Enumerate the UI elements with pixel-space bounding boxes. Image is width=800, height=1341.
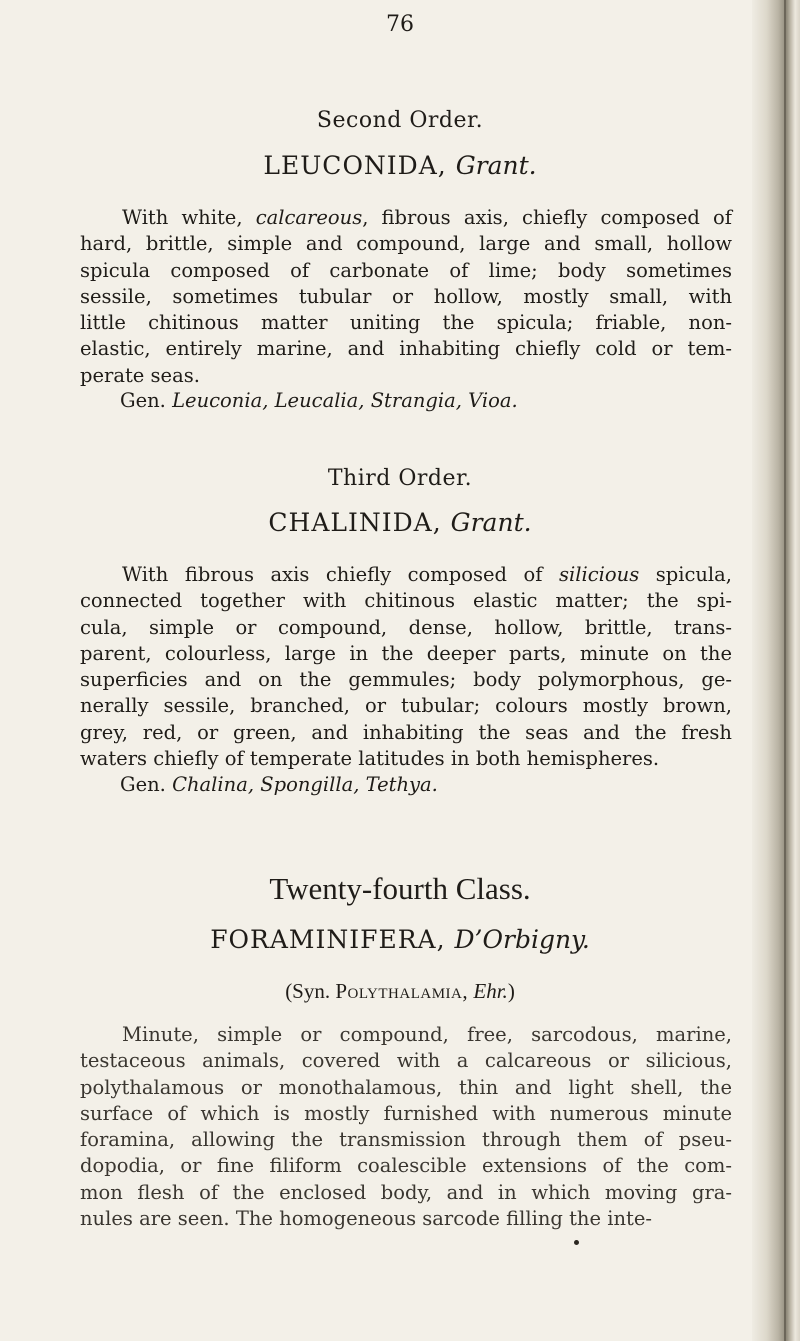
second-order-description [80,205,732,389]
text-line: With white, calcareous, fibrous axis, chiefly composed of [122,206,732,229]
text-line: mon flesh of the enclosed body, and in which moving gra- [80,1180,732,1204]
text-line: nerally sessile, branched, or tubular; colours mostly brown, [80,694,732,718]
text-line: perate seas. [80,363,200,387]
third-order-description [80,562,732,772]
genera-prefix: Gen. [120,389,166,412]
second-order-family-heading [0,151,800,180]
text-line: foramina, allowing the transmission through them of pseu- [80,1128,732,1152]
text-line: elastic, entirely marine, and inhabiting chiefly cold or tem- [80,337,732,361]
genera-list: Chalina, Spongilla, Tethya. [172,773,438,796]
text-line: Minute, simple or compound, free, sarcodous, marine, [122,1023,732,1046]
text-line: sessile, sometimes tubular or hollow, mostly small, with [80,284,732,308]
class-authority: D’Orbigny. [454,925,590,954]
second-order-genera [120,389,518,412]
third-order-genera [120,773,438,796]
text-line: cula, simple or compound, dense, hollow, brittle, trans- [80,615,732,639]
text-line: connected together with chitinous elastic matter; the spi- [80,589,732,613]
second-order-title: Second Order. [316,108,484,133]
class-description [80,1022,732,1232]
text-line: surface of which is mostly furnished with numerous minute [80,1101,732,1125]
family-name: CHALINIDA, [268,508,442,537]
text-line: spicula composed of carbonate of lime; body sometimes [80,258,732,282]
text-line: dopodia, or fine filiform coalescible extensions of the com- [80,1154,732,1178]
text-line: waters chiefly of temperate latitudes in both hemispheres. [80,747,660,771]
synonym-prefix: (Syn. [285,979,331,1003]
third-order-family-heading [0,508,800,537]
family-authority: Grant. [455,151,537,180]
family-authority: Grant. [450,508,532,537]
class-title: Twenty-fourth Class. [269,871,531,906]
text-line: nules are seen. The homogeneous sarcode filling the inte- [80,1207,652,1231]
text-line: parent, colourless, large in the deeper parts, minute on the [80,641,732,665]
text-line: superficies and on the gemmules; body polymorphous, ge- [80,668,732,692]
text-line: With fibrous axis chiefly composed of silicious spicula, [122,563,732,586]
page-edge-shadow [752,0,800,1341]
page-edge-line [784,0,786,1341]
ink-speck [574,1240,579,1245]
text-line: little chitinous matter uniting the spicula; friable, non- [80,311,732,335]
synonym-authority: Ehr. [473,979,508,1003]
synonym-name: Polythalamia, [335,979,469,1003]
text-line: grey, red, or green, and inhabiting the seas and the fresh [80,720,732,744]
synonym-suffix: ) [507,979,515,1003]
class-name-heading [0,925,800,954]
class-name: FORAMINIFERA, [210,925,446,954]
genera-list: Leuconia, Leucalia, Strangia, Vioa. [172,389,518,412]
class-synonym [0,979,800,1004]
page-number: 76 [386,12,414,37]
text-line: polythalamous or monothalamous, thin and light shell, the [80,1075,732,1099]
text-line: testaceous animals, covered with a calcareous or silicious, [80,1049,732,1073]
genera-prefix: Gen. [120,773,166,796]
third-order-title: Third Order. [327,466,473,491]
text-line: hard, brittle, simple and compound, large and small, hollow [80,232,732,256]
family-name: LEUCONIDA, [263,151,447,180]
